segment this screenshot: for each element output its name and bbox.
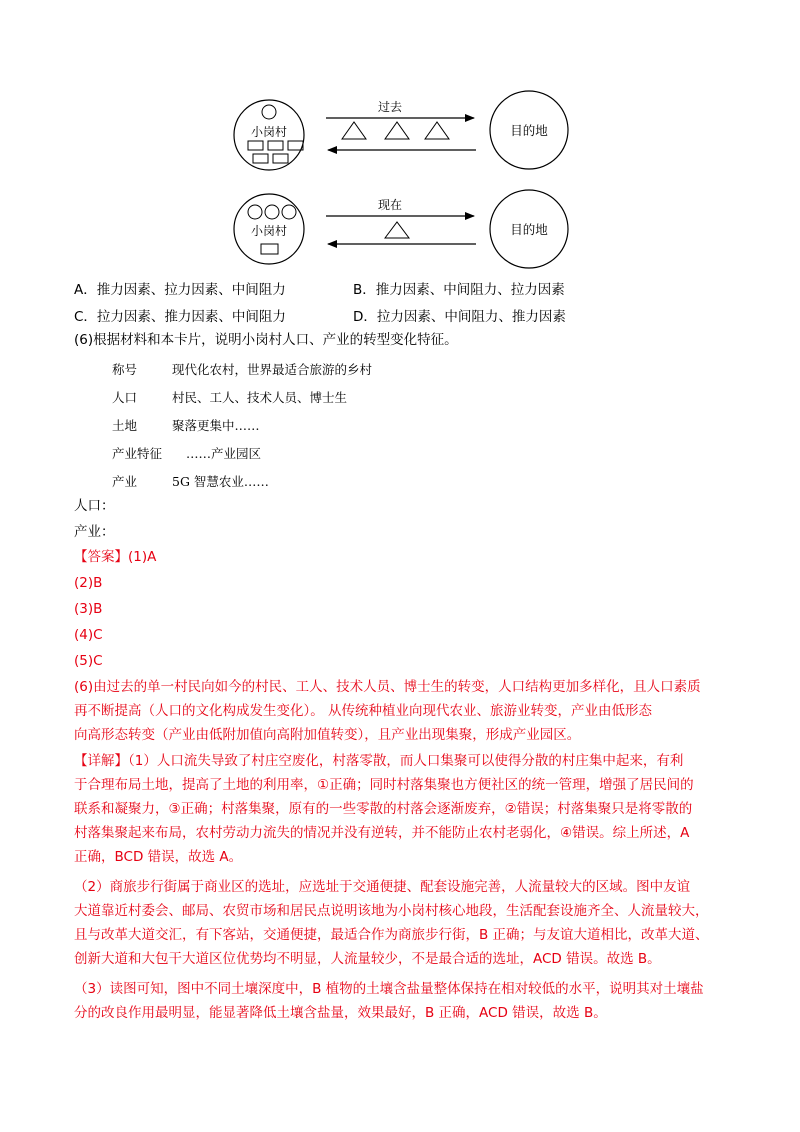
detail-line: 联系和凝聚力，③正确；村落集聚，原有的一些零散的村落会逐渐废弃，②错误；村落集聚只是将零散的 bbox=[74, 801, 693, 817]
detail-line: 【详解】（1）人口流失导致了村庄空废化，村落零散，而人口集聚可以使得分散的村庄集中起来，有利 bbox=[74, 753, 684, 769]
answer-4: (4)C bbox=[74, 627, 103, 643]
answer-6-line: (6)由过去的单一村民向如今的村民、工人、技术人员、博士生的转变，人口结构更加多样化，且人口素质 bbox=[74, 679, 701, 695]
land-block bbox=[253, 154, 268, 163]
obstacle-triangle bbox=[385, 222, 409, 238]
land-block bbox=[273, 154, 288, 163]
card-value: ……产业园区 bbox=[186, 446, 262, 461]
destination-label: 目的地 bbox=[510, 123, 548, 138]
card-key: 产业特征 bbox=[112, 446, 163, 461]
past-row bbox=[234, 91, 568, 170]
blank-industry: 产业： bbox=[74, 524, 115, 540]
obstacle-triangle bbox=[342, 122, 366, 139]
answer-5: (5)C bbox=[74, 653, 103, 669]
detail-line: 于合理布局土地，提高了土地的利用率，①正确；同时村落集聚也方便社区的统一管理，增强了居民间的 bbox=[74, 777, 694, 793]
population-circle bbox=[262, 105, 276, 119]
destination-label: 目的地 bbox=[510, 222, 548, 237]
answer-6-line: 向高形态转变（产业由低附加值向高附加值转变），且产业出现集聚，形成产业园区。 bbox=[74, 727, 581, 743]
village-label: 小岗村 bbox=[250, 125, 288, 139]
detail-line: 村落集聚起来布局，农村劳动力流失的情况并没有逆转，并不能防止农村老弱化，④错误。综上所述，A bbox=[74, 825, 690, 841]
obstacle-triangle bbox=[385, 122, 409, 139]
past-label: 过去 bbox=[377, 100, 403, 114]
answer-3: (3)B bbox=[74, 601, 103, 617]
card-value: 5G 智慧农业…… bbox=[172, 474, 269, 489]
population-circle bbox=[248, 205, 262, 219]
card-key: 产业 bbox=[112, 474, 138, 489]
blank-population: 人口： bbox=[74, 498, 115, 514]
detail-line: 分的改良作用最明显，能显著降低土壤含盐量，效果最好，B 正确，ACD 错误，故选 B。 bbox=[74, 1005, 607, 1021]
detail-line: 且与改革大道交汇，有下客站，交通便捷，最适合作为商旅步行街，B 正确；与友谊大道相比，改革大道、 bbox=[74, 927, 709, 943]
option-a: A．推力因素、拉力因素、中间阻力 bbox=[74, 282, 286, 298]
population-circle bbox=[282, 205, 296, 219]
option-c: C．拉力因素、推力因素、中间阻力 bbox=[74, 309, 286, 325]
card-value: 现代化农村，世界最适合旅游的乡村 bbox=[172, 362, 373, 377]
detail-line: 大道靠近村委会、邮局、农贸市场和居民点说明该地为小岗村核心地段，生活配套设施齐全、人流量较大， bbox=[74, 903, 709, 919]
option-b: B．推力因素、中间阻力、拉力因素 bbox=[353, 282, 565, 298]
village-label: 小岗村 bbox=[250, 224, 288, 238]
obstacle-triangle bbox=[425, 122, 449, 139]
card-key: 称号 bbox=[112, 362, 138, 377]
question-6: (6)根据材料和本卡片，说明小岗村人口、产业的转型变化特征。 bbox=[74, 332, 458, 348]
card-key: 人口 bbox=[112, 390, 138, 405]
option-d: D．拉力因素、中间阻力、推力因素 bbox=[353, 309, 566, 325]
card-key: 土地 bbox=[112, 418, 138, 433]
answer-6-line: 再不断提高（人口的文化构成发生变化）。 从传统种植业向现代农业、旅游业转变，产业由低形态 bbox=[74, 703, 653, 719]
now-row bbox=[234, 190, 568, 268]
answer-2: (2)B bbox=[74, 575, 103, 591]
detail-line: （3）读图可知，图中不同土壤深度中，B 植物的土壤含盐量整体保持在相对较低的水平，说明其对土壤盐 bbox=[74, 981, 704, 997]
land-block bbox=[268, 141, 283, 150]
migration-diagram bbox=[0, 0, 800, 275]
population-circle bbox=[265, 205, 279, 219]
detail-line: （2）商旅步行街属于商业区的选址，应选址于交通便捷、配套设施完善，人流量较大的区域。图中友谊 bbox=[74, 879, 691, 895]
detail-line: 创新大道和大包干大道区位优势均不明显，人流量较少，不是最合适的选址，ACD 错误。故选 B。 bbox=[74, 951, 661, 967]
card-value: 村民、工人、技术人员、博士生 bbox=[172, 390, 348, 405]
card-value: 聚落更集中…… bbox=[172, 418, 260, 433]
land-block bbox=[248, 141, 263, 150]
land-block bbox=[261, 244, 278, 254]
answer-1: 【答案】(1)A bbox=[74, 549, 157, 565]
now-label: 现在 bbox=[377, 198, 403, 212]
detail-line: 正确，BCD 错误，故选 A。 bbox=[74, 849, 243, 865]
